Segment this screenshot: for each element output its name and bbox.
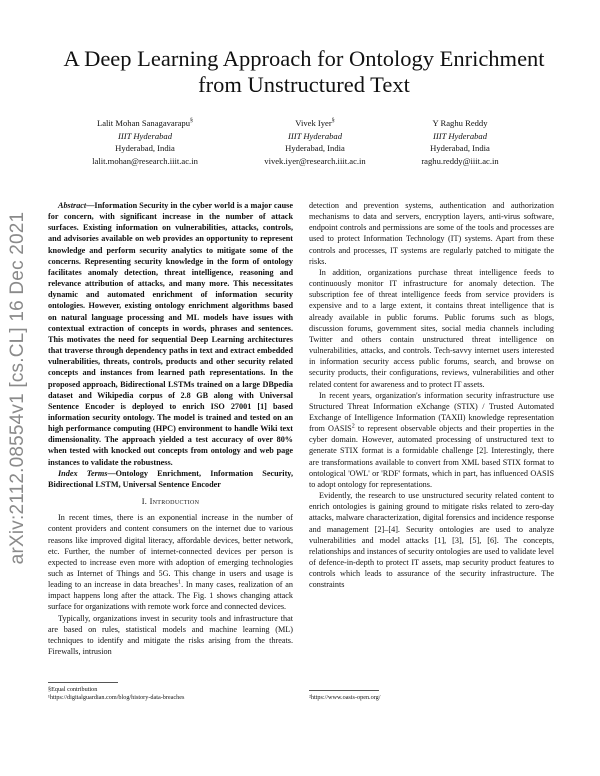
author-location: Hyderabad, India <box>115 143 175 154</box>
footnote-rule <box>48 682 118 683</box>
author-email[interactable]: vivek.iyer@research.iiit.ac.in <box>264 155 366 166</box>
author-name: Vivek Iyer <box>295 118 332 128</box>
footnote[interactable]: ¹https://digitalguardian.com/blog/history-data-breaches <box>48 694 185 702</box>
footnotes-right <box>309 694 554 702</box>
author-mark: § <box>331 118 335 125</box>
arxiv-stamp-text: arXiv:2112.08554v1 [cs.CL] 16 Dec 2021 <box>7 211 28 565</box>
footnote-rule <box>309 690 379 691</box>
author-name: Y Raghu Reddy <box>432 118 488 128</box>
body-text: . In many cases, realization of an impact happens long after the attack. The Fig. 1 shows changing attack surface for organizations with remote work force and connected devices. <box>48 580 293 612</box>
abstract-text: —Information Security in the cyber world is a major cause for concern, with significant increase in the number of attack surfaces. Existing information on vulnerabilities, attacks, controls, and advisories available on web provides an opportunity to represent knowledge and perform security analytics to mitigate some of the concerns. Representing security knowledge in the form of ontology facilitates anomaly detection, threat intelligence, reasoning and relevance attribution of attacks, and many more. This necessitates dynamic and automated enrichment of information security ontologies. However, existing ontology enrichment algorithms based on natural language processing and ML models have issues with contextual extraction of concepts in words, phrases and sentences. This motivates the need for sequential Deep Learning architectures that traverse through dependency paths in text and extract embedded vulnerabilities, threats, controls, products and other security related concepts and instances from learned path representations. In the proposed approach, Bidirectional LSTMs trained on a large DBpedia dataset and Wikipedia corpus of 2.8 GB along with Universal Sentence Encoder is deployed to enrich ISO 27001 [1] based information security ontology. The model is trained and tested on an high performance computing (HPC) environment to handle Wiki text dimensionality. The approach yielded a test accuracy of over 80% when tested with knocked out concepts from ontology and web page instances to validate the robustness. <box>48 201 293 467</box>
body-text: to represent observable objects and their properties in the cyber domain. However, automated processing of unstructured text to generate STIX format is a formidable challenge [2]. Interestingly, there are transformations available to convert from XML based STIX format to ontological 'OWL' or 'RDF' formats, which in part, has influenced OASIS to adopt ontology for representations. <box>309 424 555 489</box>
body-paragraph <box>48 512 293 612</box>
index-terms-text: —Ontology Enrichment, Information Security, Bidirectional LSTM, Universal Sentence Encoder <box>48 468 293 489</box>
body-text: In recent years, organization's information security infrastructure use Structured Threat Information eXchange (STIX) / Trusted Automated Exchange of Intelligence Information (TAXII) knowledge representation from OASIS <box>309 390 554 434</box>
body-paragraph: In addition, organizations purchase threat intelligence feeds to continuously monitor IT infrastructure for anomaly detection. The subscription fee of threat intelligence feeds from service providers is expensive and to a large extent, it contains threat intelligence that is already available in public forums. Public forums such as blogs, discussion forums, government sites, social media channels including Twitter and others contain unstructured threat intelligence on vulnerabilities, attacks, and controls. Tech-savvy internet users interested in information security access public forums, search, and browse on security products, their configurations, reviews, vulnerabilities and other related content for awareness and to protect IT assets. <box>309 267 554 389</box>
right-column <box>309 200 554 590</box>
author-block <box>370 117 550 167</box>
body-paragraph: Evidently, the research to use unstructured security related content to enrich ontologies is gaining ground to mitigate risks related to zero-day attacks, malware characterization, digital forensics and incidence response and management [2]–[4]. Security ontologies are used to analyze vulnerabilities and model attacks [1], [3], [5], [6]. The concepts, relationships and instances of security ontologies are used to validate level of defence-in-depth to protect IT assets, map security product features to controls which leads to assurance of the security infrastructure. The constraints <box>309 491 554 590</box>
footnote[interactable]: ²https://www.oasis-open.org/ <box>309 694 381 701</box>
body-text: In recent times, there is an exponential increase in the number of content providers and content consumers on the internet due to various reasons like improved digital literacy, affordable devices, better network, etc. Further, the number of internet-connected devices per person is expected to increase even more with adoption of emerging technologies such as Internet of Things and 5G. This change in users and usage is leading to an increase in data breaches <box>48 513 293 590</box>
footnote: §Equal contribution <box>48 686 98 693</box>
author-email[interactable]: lalit.mohan@research.iiit.ac.in <box>92 155 198 166</box>
body-paragraph: Typically, organizations invest in security tools and infrastructure that are based on rules, statistical models and machine learning (ML) techniques to identify and mitigate the risks arising from the threats. Firewalls, intrusion <box>48 613 293 657</box>
body-paragraph: detection and prevention systems, authentication and authorization mechanisms to data and servers, encryption layers, anti-virus software, endpoint controls and permissions are some of the tools and processes are used to protect Information Technology (IT) systems. Apart from these controls and processes, IT systems are regularly patched to mitigate the risks. <box>309 201 554 266</box>
index-terms-lead: Index Terms <box>58 468 108 478</box>
section-heading: I. Introduction <box>141 497 200 507</box>
footnote-ref[interactable]: 2 <box>351 423 355 430</box>
author-location: Hyderabad, India <box>285 143 345 154</box>
footnotes-left <box>48 686 293 703</box>
author-location: Hyderabad, India <box>430 143 490 154</box>
author-affiliation: IIIT Hyderabad <box>287 130 343 141</box>
paper-title: A Deep Learning Approach for Ontology Enrichment from Unstructured Text <box>63 46 545 97</box>
arxiv-stamp <box>6 188 30 588</box>
author-name: Lalit Mohan Sanagavarapu <box>96 118 191 128</box>
author-mark: § <box>190 118 194 125</box>
author-affiliation: IIIT Hyderabad <box>432 130 488 141</box>
footnote-ref[interactable]: 1 <box>178 579 182 586</box>
author-block <box>55 117 235 167</box>
abstract <box>48 200 293 490</box>
body-paragraph <box>309 390 554 490</box>
abstract-lead: Abstract <box>58 201 87 210</box>
author-affiliation: IIIT Hyderabad <box>117 130 173 141</box>
left-column <box>48 200 293 657</box>
author-email[interactable]: raghu.reddy@iiit.ac.in <box>421 155 499 166</box>
